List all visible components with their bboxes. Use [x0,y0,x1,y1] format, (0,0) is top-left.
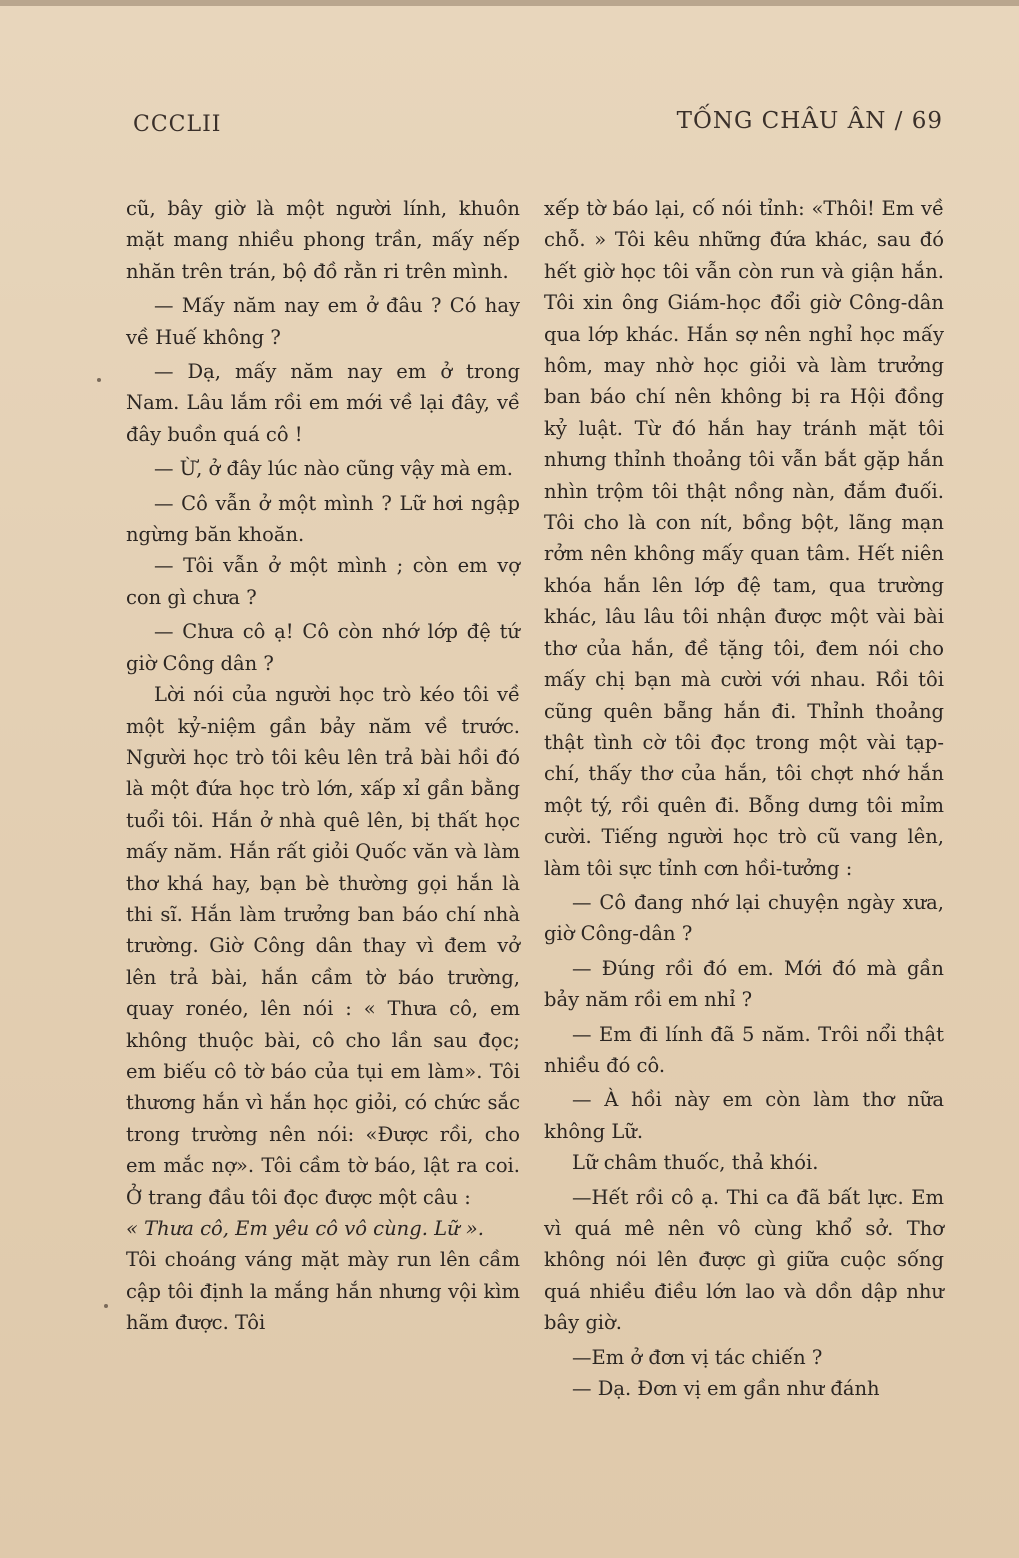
dialogue-line: — À hồi này em còn làm thơ nữa không Lữ. [544,1088,944,1143]
paragraph: cũ, bây giờ là một người lính, khuôn mặt mang nhiều phong trần, mấy nếp nhăn trên trán, bộ đồ rằn ri trên mình. [126,197,520,283]
dialogue-line: — Chưa cô ạ! Cô còn nhớ lớp đệ tứ giờ Công dân ? [126,620,520,675]
dialogue-line: — Dạ, mấy năm nay em ở trong Nam. Lâu lắm rồi em mới về lại đây, về đây buồn quá cô ! [126,360,520,446]
dialogue-line: — Ừ, ở đây lúc nào cũng vậy mà em. [154,457,513,481]
paragraph: xếp tờ báo lại, cố nói tỉnh: «Thôi! Em về chỗ. » Tôi kêu những đứa khác, sau đó hết giờ học tôi vẫn còn run và giận hắn. Tôi xin ông Giám-học đổi giờ Công-dân qua lớp khác. Hắn sợ nên nghỉ học mấy hôm, may nhờ học giỏi và làm trưởng ban báo chí nên không bị ra Hội đồng kỷ luật. Từ đó hắn hay tránh mặt tôi nhưng thỉnh thoảng tôi vẫn bắt gặp hắn nhìn trộm tôi thật nồng nàn, đắm đuối. Tôi cho là con nít, bồng bột, lãng mạn rởm nên không mấy quan tâm. Hết niên khóa hắn lên lớp đệ tam, qua trường khác, lâu lâu tôi nhận được một vài bài thơ của hắn, đề tặng tôi, đem nói cho mấy chị bạn mà cười với nhau. Rồi tôi cũng quên bẵng hắn đi. Thỉnh thoảng thật tình cờ tôi đọc trong một vài tạp-chí, thấy thơ của hắn, tôi chợt nhớ hắn một tý, rồi quên đi. Bỗng dưng tôi mỉm cười. Tiếng người học trò cũ vang lên, làm tôi sực tỉnh cơn hồi-tưởng : [544,197,944,880]
quoted-line [126,1213,520,1244]
running-header-left: CCCLII [133,112,222,137]
dialogue-line: — Em đi lính đã 5 năm. Trôi nổi thật nhiều đó cô. [544,1022,944,1077]
dialogue-line: —Em ở đơn vị tác chiến ? [572,1345,823,1369]
dialogue-line: — Cô vẫn ở một mình ? Lữ hơi ngập ngừng băn khoăn. [126,491,520,547]
quote-text: « Thưa cô, Em yêu cô vô cùng. Lữ ». [126,1217,484,1240]
page-top-edge [0,0,1019,6]
dialogue-line: — Tôi vẫn ở một mình ; còn em vợ con gì chưa ? [126,554,520,609]
paragraph: Lời nói của người học trò kéo tôi về một kỷ-niệm gần bảy năm về trước. Người học trò tôi kêu lên trả bài hồi đó là một đứa học trò lớn, xấp xỉ gần bằng tuổi tôi. Hắn ở nhà quê lên, bị thất học mấy năm. Hắn rất giỏi Quốc văn và làm thơ khá hay, bạn bè thường gọi hắn là thi sĩ. Hắn làm trưởng ban báo chí nhà trường. Giờ Công dân thay vì đem vở lên trả bài, hắn cầm tờ báo trường, quay ronéo, lên nói : « Thưa cô, em không thuộc bài, cô cho lần sau đọc; em biếu cô tờ báo của tụi em làm». Tôi thương hắn vì hắn học giỏi, có chức sắc trong trường nên nói: «Được rồi, cho em mắc nợ». Tôi cầm tờ báo, lật ra coi. Ở trang đầu tôi đọc được một câu : [126,683,520,1209]
dialogue-line: — Cô đang nhớ lại chuyện ngày xưa, giờ Công-dân ? [544,890,944,946]
dialogue-line: —Hết rồi cô ạ. Thi ca đã bất lực. Em vì quá mê nên vô cùng khổ sở. Thơ không nói lên được gì giữa cuộc sống quá nhiều điều lớn lao và dồn dập như bây giờ. [544,1185,944,1335]
dialogue-line: — Mấy năm nay em ở đâu ? Có hay về Huế không ? [126,294,520,349]
paper-speck [97,378,101,382]
running-header-right: TỐNG CHÂU ÂN / 69 [676,108,943,134]
paragraph: Lữ châm thuốc, thả khói. [572,1151,819,1175]
dialogue-line: — Đúng rồi đó em. Mới đó mà gần bảy năm rồi em nhỉ ? [544,956,944,1012]
right-column [544,193,944,1404]
paper-speck [104,1304,108,1308]
left-column [126,193,520,1339]
dialogue-line: — Dạ. Đơn vị em gần như đánh [572,1377,880,1401]
paragraph: Tôi choáng váng mặt mày run lên cầm cập tôi định la mắng hắn nhưng vội kìm hãm được. Tôi [126,1248,520,1335]
